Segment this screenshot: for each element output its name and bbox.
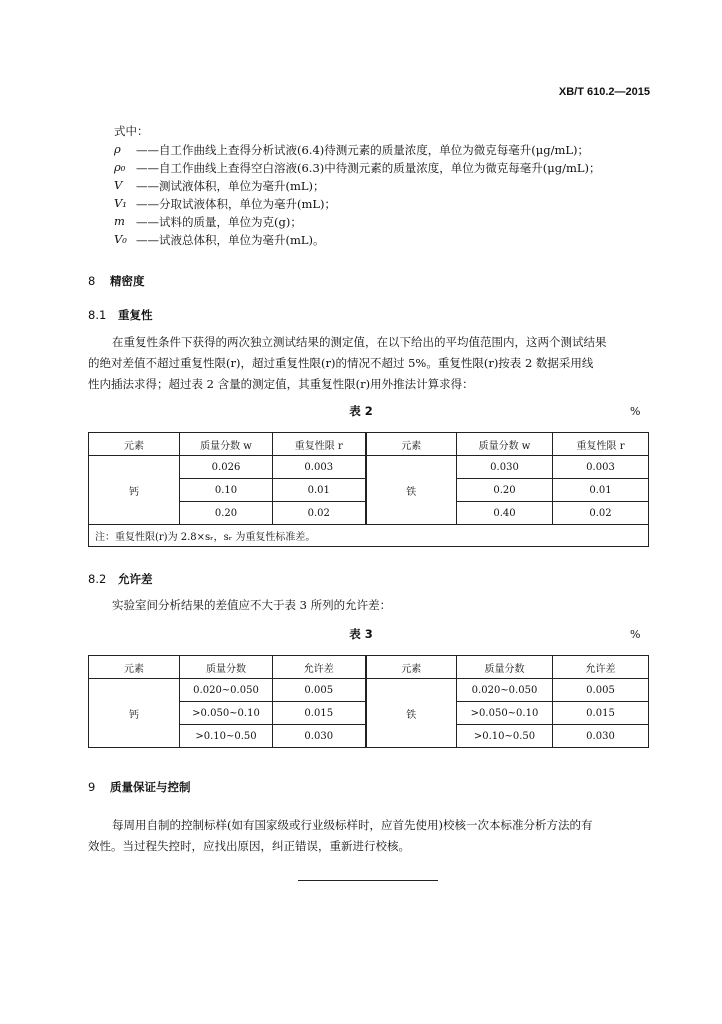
table-cell: 0.003 bbox=[553, 456, 649, 479]
paragraph-line: 在重复性条件下获得的两次独立测试结果的测定值，在以下给出的平均值范围内，这两个测试结果 bbox=[112, 335, 607, 349]
section-title: 重复性 bbox=[118, 308, 153, 322]
section-number: 8.2 bbox=[88, 572, 107, 586]
table-3-unit: % bbox=[630, 628, 641, 641]
table-cell: 0.005 bbox=[553, 679, 649, 702]
element-cell: 铁 bbox=[366, 456, 457, 525]
legend-symbol: ρ bbox=[114, 142, 121, 156]
legend-definition: ——试液总体积，单位为毫升(mL)。 bbox=[136, 233, 325, 247]
repeatability-paragraph bbox=[88, 332, 648, 395]
table-cell: >0.050~0.10 bbox=[457, 702, 553, 725]
legend-symbol: V bbox=[114, 178, 123, 192]
table-cell: 0.40 bbox=[457, 502, 553, 525]
column-header: 质量分数 bbox=[180, 656, 273, 679]
legend-definition: ——分取试液体积，单位为毫升(mL)； bbox=[136, 197, 337, 211]
table-cell: >0.10~0.50 bbox=[457, 725, 553, 748]
table-cell: 0.01 bbox=[553, 479, 649, 502]
legend-symbol: m bbox=[114, 214, 125, 228]
legend-symbol: V₁ bbox=[114, 196, 127, 210]
legend-intro: 式中： bbox=[114, 124, 149, 138]
section-number: 8 bbox=[88, 274, 96, 288]
column-header: 重复性限 r bbox=[553, 433, 649, 456]
tolerance-text: 实验室间分析结果的差值应不大于表 3 所列的允许差： bbox=[112, 598, 392, 612]
table-cell: >0.050~0.10 bbox=[180, 702, 273, 725]
table-2-unit: % bbox=[630, 405, 641, 418]
section-number: 9 bbox=[88, 780, 96, 794]
column-header: 允许差 bbox=[273, 656, 366, 679]
table-2-title: 表 2 bbox=[349, 404, 373, 418]
table-header-row bbox=[89, 433, 649, 456]
legend-definition: ——自工作曲线上查得空白溶液(6.3)中待测元素的质量浓度，单位为微克每毫升(μg/mL)； bbox=[136, 161, 601, 175]
table-row bbox=[89, 456, 649, 479]
table-cell: 0.003 bbox=[273, 456, 366, 479]
legend-definition: ——测试液体积，单位为毫升(mL)； bbox=[136, 179, 325, 193]
table-cell: 0.20 bbox=[180, 502, 273, 525]
legend-symbol: ρ₀ bbox=[114, 160, 126, 174]
table-cell: 0.10 bbox=[180, 479, 273, 502]
column-header: 元素 bbox=[89, 656, 180, 679]
legend-definition: ——自工作曲线上查得分析试液(6.4)待测元素的质量浓度，单位为微克每毫升(μg/mL)； bbox=[136, 143, 589, 157]
section-title: 精密度 bbox=[110, 274, 145, 288]
table-3-title: 表 3 bbox=[349, 627, 373, 641]
table-cell: 0.01 bbox=[273, 479, 366, 502]
table-note-row bbox=[89, 525, 649, 547]
table-cell: >0.10~0.50 bbox=[180, 725, 273, 748]
table-cell: 0.030 bbox=[553, 725, 649, 748]
element-cell: 钙 bbox=[89, 679, 180, 748]
table-cell: 0.020~0.050 bbox=[180, 679, 273, 702]
paragraph-line: 的绝对差值不超过重复性限(r)，超过重复性限(r)的情况不超过 5%。重复性限(r)按表 2 数据采用线 bbox=[88, 356, 594, 370]
quality-control-paragraph bbox=[88, 815, 648, 857]
column-header: 重复性限 r bbox=[273, 433, 366, 456]
table-cell: 0.030 bbox=[273, 725, 366, 748]
section-heading-8-2 bbox=[88, 571, 153, 587]
table-cell: 0.02 bbox=[273, 502, 366, 525]
paragraph-line: 性内插法求得；超过表 2 含量的测定值，其重复性限(r)用外推法计算求得： bbox=[88, 377, 474, 391]
column-header: 允许差 bbox=[553, 656, 649, 679]
legend-definition: ——试料的质量，单位为克(g)； bbox=[136, 215, 302, 229]
column-header: 元素 bbox=[366, 433, 457, 456]
column-header: 质量分数 w bbox=[457, 433, 553, 456]
table-3 bbox=[88, 655, 649, 748]
standard-code: XB/T 610.2—2015 bbox=[558, 86, 650, 98]
table-cell: 0.005 bbox=[273, 679, 366, 702]
element-cell: 钙 bbox=[89, 456, 180, 525]
table-2 bbox=[88, 432, 649, 547]
section-heading-8-1 bbox=[88, 307, 153, 323]
section-title: 允许差 bbox=[118, 572, 153, 586]
table-cell: 0.20 bbox=[457, 479, 553, 502]
table-header-row bbox=[89, 656, 649, 679]
table-cell: 0.015 bbox=[553, 702, 649, 725]
column-header: 元素 bbox=[366, 656, 457, 679]
table-note: 注：重复性限(r)为 2.8×sᵣ，sᵣ 为重复性标准差。 bbox=[89, 525, 649, 547]
table-cell: 0.026 bbox=[180, 456, 273, 479]
paragraph-line: 每周用自制的控制标样(如有国家级或行业级标样时，应首先使用)校核一次本标准分析方法的有 bbox=[112, 818, 593, 832]
section-title: 质量保证与控制 bbox=[110, 780, 191, 794]
table-row bbox=[89, 679, 649, 702]
column-header: 质量分数 bbox=[457, 656, 553, 679]
table-cell: 0.015 bbox=[273, 702, 366, 725]
column-header: 质量分数 w bbox=[180, 433, 273, 456]
end-of-document-rule bbox=[298, 880, 438, 881]
table-cell: 0.030 bbox=[457, 456, 553, 479]
section-heading-9 bbox=[88, 779, 191, 795]
table-cell: 0.02 bbox=[553, 502, 649, 525]
legend-symbol: V₀ bbox=[114, 232, 127, 246]
element-cell: 铁 bbox=[366, 679, 457, 748]
section-number: 8.1 bbox=[88, 308, 107, 322]
section-heading-8 bbox=[88, 273, 145, 289]
paragraph-line: 效性。当过程失控时，应找出原因，纠正错误，重新进行校核。 bbox=[88, 839, 410, 853]
column-header: 元素 bbox=[89, 433, 180, 456]
table-cell: 0.020~0.050 bbox=[457, 679, 553, 702]
